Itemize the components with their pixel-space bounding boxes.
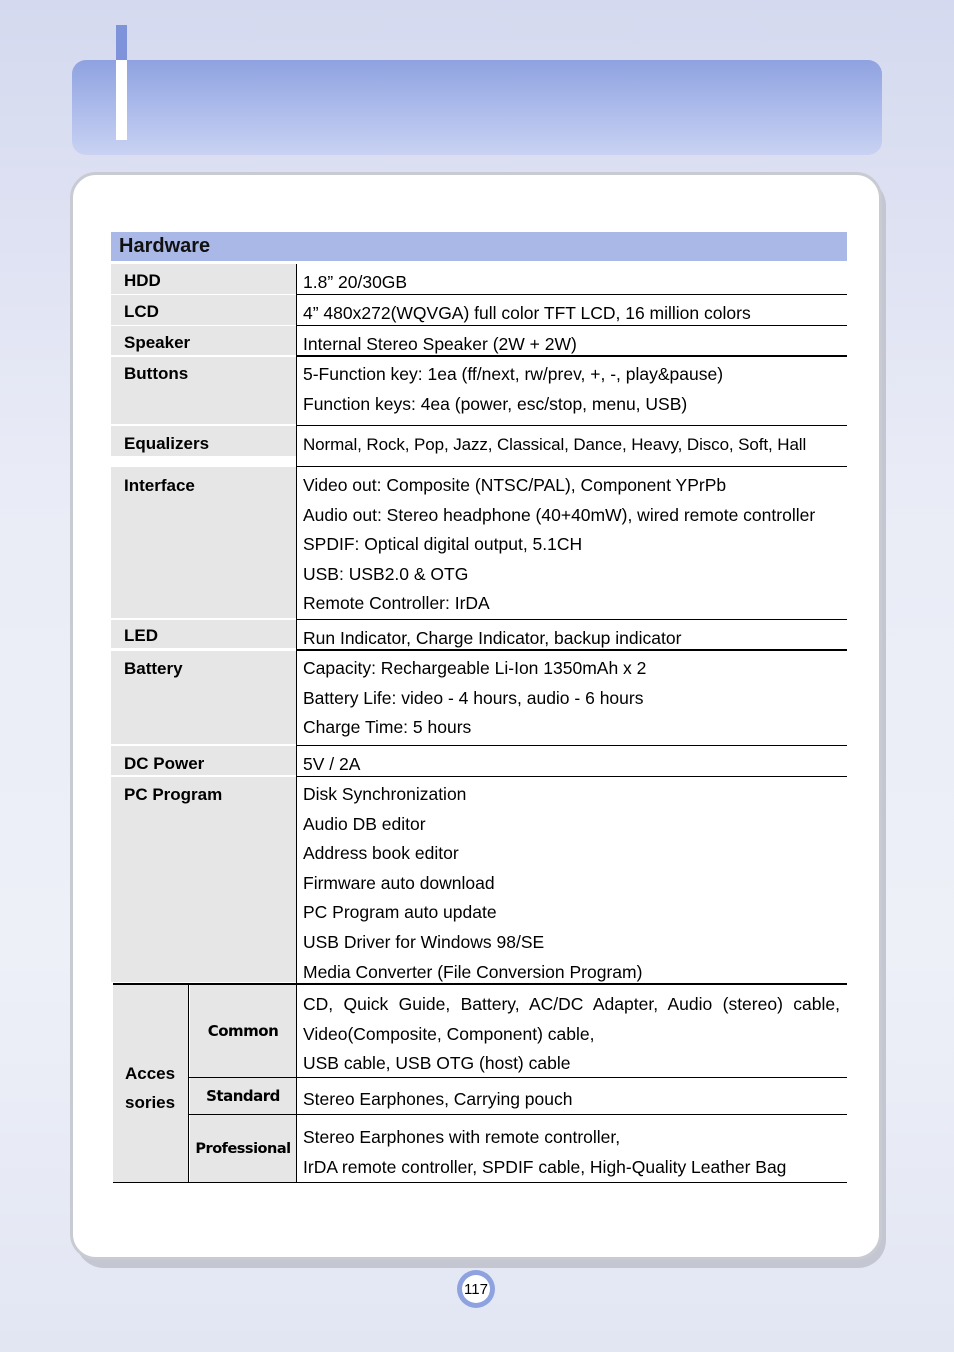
spec-line: Video(Composite, Component) cable, [303, 1023, 595, 1044]
spec-label-equalizers: Equalizers [111, 426, 296, 457]
row-divider [296, 745, 847, 746]
spec-line: Charge Time: 5 hours [303, 717, 472, 738]
spec-value-equalizers [303, 430, 848, 460]
row-divider [296, 619, 847, 620]
spec-line: PC Program auto update [303, 902, 497, 923]
section-header-bar [111, 232, 847, 261]
spec-line: 4” 480x272(WQVGA) full color TFT LCD, 16 million colors [303, 303, 751, 323]
accessories-sublabel-common: Common [190, 985, 296, 1077]
spec-line: Battery Life: video - 4 hours, audio - 6 hours [303, 687, 644, 708]
spec-line: Video out: Composite (NTSC/PAL), Component YPrPb [303, 475, 727, 495]
header-tab-marker-light [116, 60, 127, 140]
row-divider [296, 425, 847, 426]
spec-line: USB Driver for Windows 98/SE [303, 931, 545, 952]
spec-label-pc-program: PC Program [111, 777, 296, 983]
spec-value-pc-program [303, 780, 848, 987]
page-number-badge [457, 1270, 495, 1308]
spec-line: CD, Quick Guide, Battery, AC/DC Adapter, Audio (stereo) cable, [303, 994, 840, 1014]
spec-value-battery [303, 654, 848, 743]
spec-line: USB: USB2.0 & OTG [303, 563, 469, 584]
row-divider [296, 355, 847, 357]
spec-line: 5-Function key: 1ea (ff/next, rw/prev, +, -, play&pause) [303, 364, 724, 384]
spec-label-interface: Interface [111, 467, 296, 619]
spec-label-battery: Battery [111, 651, 296, 745]
spec-line: Audio DB editor [303, 813, 426, 834]
spec-line: Media Converter (File Conversion Program) [303, 961, 643, 982]
spec-line: Internal Stereo Speaker (2W + 2W) [303, 334, 577, 354]
table-bottom-border [113, 1182, 847, 1183]
spec-value-buttons [303, 360, 848, 419]
spec-line: Remote Controller: IrDA [303, 593, 490, 614]
spec-line: Firmware auto download [303, 872, 495, 893]
row-divider [296, 649, 847, 651]
spec-value-interface [303, 471, 848, 619]
spec-line: Stereo Earphones, Carrying pouch [303, 1089, 573, 1109]
accessories-sublabel-standard: Standard [190, 1078, 296, 1114]
spec-label-speaker: Speaker [111, 326, 296, 356]
page-number: 117 [462, 1275, 490, 1303]
row-divider [296, 294, 847, 295]
spec-line: Audio out: Stereo headphone (40+40mW), wired remote controller [303, 504, 816, 525]
spec-line: Run Indicator, Charge Indicator, backup indicator [303, 628, 682, 648]
spec-label-lcd: LCD [111, 295, 296, 326]
spec-line: Function keys: 4ea (power, esc/stop, menu, USB) [303, 393, 688, 414]
spec-line: Normal, Rock, Pop, Jazz, Classical, Dance, Heavy, Disco, Soft, Hall [303, 435, 807, 454]
accessories-label: Acces sories [125, 1064, 176, 1112]
accessories-value-common [303, 990, 840, 1079]
spec-line: IrDA remote controller, SPDIF cable, High-Quality Leather Bag [303, 1156, 787, 1177]
spec-line: Capacity: Rechargeable Li-Ion 1350mAh x 2 [303, 658, 647, 678]
spec-label-led: LED [111, 620, 296, 649]
accessories-label-cell [113, 985, 188, 1182]
spec-line: 1.8” 20/30GB [303, 272, 408, 292]
accessories-divider [188, 985, 189, 1182]
spec-line: Disk Synchronization [303, 784, 467, 804]
spec-line: 5V / 2A [303, 754, 361, 774]
row-divider [296, 325, 847, 326]
spec-label-dc-power: DC Power [111, 746, 296, 776]
accessories-value-professional [303, 1123, 848, 1182]
section-title: Hardware [119, 235, 211, 257]
spec-line: Address book editor [303, 843, 459, 864]
column-divider [296, 264, 297, 984]
row-divider [296, 776, 847, 777]
chapter-header-band [72, 60, 882, 155]
row-divider [296, 466, 847, 467]
spec-line: SPDIF: Optical digital output, 5.1CH [303, 534, 583, 555]
spec-line: Stereo Earphones with remote controller, [303, 1127, 621, 1147]
spec-line: USB cable, USB OTG (host) cable [303, 1053, 571, 1074]
spec-label-hdd: HDD [111, 264, 296, 295]
accessories-value-standard [303, 1085, 848, 1115]
accessories-sublabel-professional: Professional [190, 1115, 296, 1182]
spec-label-buttons: Buttons [111, 357, 296, 425]
accessories-divider [296, 985, 297, 1182]
